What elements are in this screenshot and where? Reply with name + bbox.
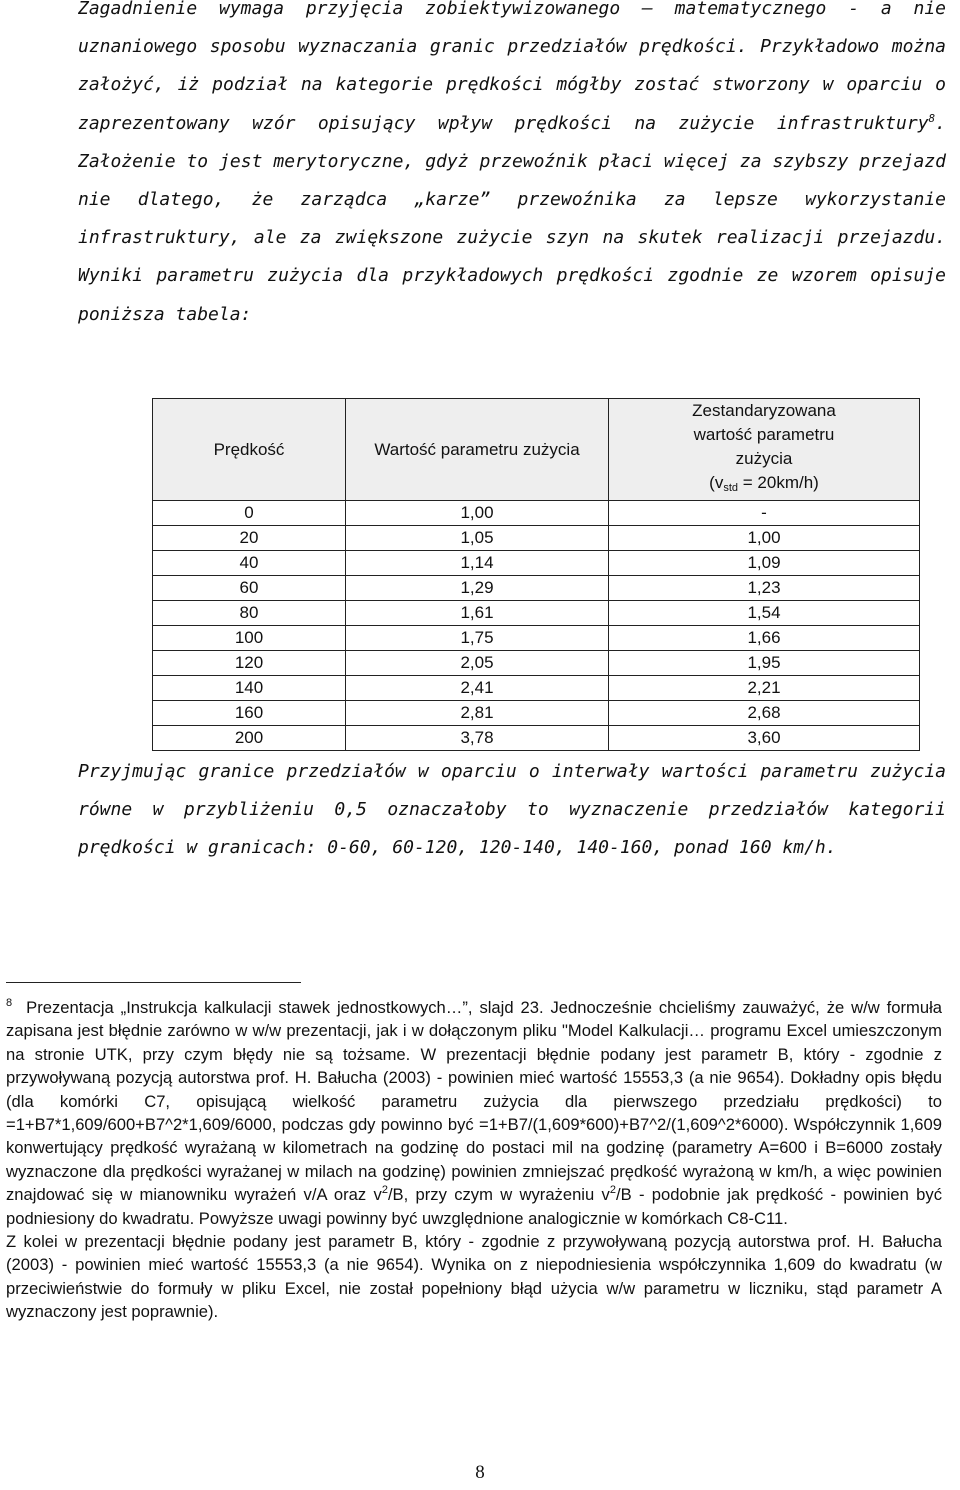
cell-speed: 0 (153, 501, 346, 526)
cell-wear-value: 1,14 (346, 551, 609, 576)
cell-speed: 120 (153, 651, 346, 676)
cell-speed: 140 (153, 676, 346, 701)
paragraph-intro-rest: . Założenie to jest merytoryczne, gdyż przewoźnik płaci więcej za szybszy przejazd nie dlatego, że zarządca „karze” przewoźnika za lepsze wykorzystanie infrastruktury, ale za zwiększone zużycie szyn na skutek realizacji przejazdu. Wyniki parametru zużycia dla przykładowych prędkości zgodnie ze wzorem opisuje poniższa tabela: (78, 112, 946, 325)
wear-parameter-table (152, 398, 920, 751)
footnote-separator (6, 982, 301, 983)
table-row (153, 726, 920, 751)
footnote-superscript-1: 2 (381, 1184, 388, 1197)
cell-standardized-value: 1,09 (609, 551, 920, 576)
page-number: 8 (475, 1462, 485, 1483)
cell-standardized-value: 1,23 (609, 576, 920, 601)
table-row (153, 676, 920, 701)
header-speed: Prędkość (153, 399, 346, 501)
table-row (153, 651, 920, 676)
table-row (153, 551, 920, 576)
cell-standardized-value: 1,66 (609, 626, 920, 651)
footnote-paragraph-2: Z kolei w prezentacji błędnie podany jest parametr B, który - zgodnie z przywoływaną pozycją autorstwa prof. H. Bałucha (2003) - powinien mieć wartość 15553,3 (a nie 9654). Wynika on z niepodniesienia współczynnika 1,609 do kwadratu (w przeciwieństwie do formuły w pliku Excel, nie został popełniony błąd użycia w/w parametru w liczniku, stąd parametr A wyznaczony jest poprawnie). (6, 1232, 942, 1322)
footnote-reference[interactable]: 8 (928, 111, 936, 125)
cell-wear-value: 3,78 (346, 726, 609, 751)
header-std-v: (v (709, 473, 724, 492)
table-row (153, 501, 920, 526)
cell-standardized-value: 1,95 (609, 651, 920, 676)
cell-speed: 20 (153, 526, 346, 551)
cell-speed: 60 (153, 576, 346, 601)
cell-speed: 160 (153, 701, 346, 726)
cell-wear-value: 2,41 (346, 676, 609, 701)
header-std-v-value: = 20km/h) (738, 473, 819, 492)
header-std-subscript: std (723, 482, 739, 494)
paragraph-intro (78, 0, 946, 334)
header-standardized-value (609, 399, 920, 501)
footnote-text-c: /B - podobnie jak prędkość - powinien być podniesiony do kwadratu. Powyższe uwagi powinny być uwzględnione analogicznie w komórkach C8-C11. (6, 1185, 943, 1228)
cell-standardized-value: 3,60 (609, 726, 920, 751)
header-std-line2: wartość parametru (693, 425, 835, 444)
header-std-line1: Zestandaryzowana (692, 401, 836, 420)
cell-speed: 80 (153, 601, 346, 626)
table-row (153, 701, 920, 726)
footnote-text-a: Prezentacja „Instrukcja kalkulacji stawek jednostkowych…”, slajd 23. Jednocześnie chcieliśmy zauważyć, że w/w formuła zapisana jest błędnie zarówno w w/w prezentacji, jak i w dołączonym pliku "Model Kalkulacji… programu Excel umieszczonym na stronie UTK, przy czym błędy nie są tożsame. W prezentacji błędnie podany jest parametr B, który - zgodnie z przywoływaną pozycją autorstwa prof. H. Bałucha (2003) - powinien mieć wartość 15553,3 (a nie 9654). Dokładny opis błędu (dla komórki C7, opisującą wielkość parametru zużycia dla pierwszego przedziału prędkości) to =1+B7*1,609/600+B7^2*1,609/6000, podczas gdy powinno być =1+B7/(1,609*600)+B7^2/(1,609^2*6000). Współczynnik 1,609 konwertujący prędkość wyrażaną w kilometrach na godzinę do postaci mil na godzinę (parametry A=600 i B=6000 zostały wyznaczone dla prędkości wyrażanej w milach na godzinę) powinien zmniejszać prędkość wyrażoną w km/h, a więc powinien znajdować się w mianowniku wyrażeń v/A oraz v (6, 998, 942, 1205)
table-row (153, 576, 920, 601)
header-std-line3: zużycia (735, 449, 793, 468)
cell-standardized-value: 2,68 (609, 701, 920, 726)
header-wear-value: Wartość parametru zużycia (346, 399, 609, 501)
cell-standardized-value: - (609, 501, 920, 526)
cell-wear-value: 1,75 (346, 626, 609, 651)
cell-wear-value: 1,05 (346, 526, 609, 551)
cell-speed: 100 (153, 626, 346, 651)
table-row (153, 526, 920, 551)
header-std-line4 (609, 471, 919, 500)
footnote-text-b: /B, przy czym w wyrażeniu v (387, 1185, 610, 1205)
cell-wear-value: 1,29 (346, 576, 609, 601)
cell-wear-value: 1,61 (346, 601, 609, 626)
cell-speed: 40 (153, 551, 346, 576)
footnote-paragraph-1 (6, 996, 942, 1230)
paragraph-conclusion: Przyjmując granice przedziałów w oparciu o interwały wartości parametru zużycia równe w przybliżeniu 0,5 oznaczałoby to wyznaczenie przedziałów kategorii prędkości w granicach: 0-60, 60-120, 120-140, 140-160, ponad 160 km/h. (78, 761, 946, 859)
paragraph-intro-lead: Zagadnienie wymaga przyjęcia zobiektywizowanego – matematycznego - a nie uznaniowego sposobu wyznaczania granic przedziałów prędkości. Przykładowo można założyć, iż podział na kategorie prędkości mógłby zostać stworzony w oparciu o zaprezentowany wzór opisujący wpływ prędkości na zużycie infrastruktury (78, 0, 946, 134)
table-row (153, 601, 920, 626)
footnote-mark: 8 (6, 997, 13, 1009)
footnote-superscript-2: 2 (609, 1184, 616, 1197)
table-row (153, 626, 920, 651)
cell-standardized-value: 1,54 (609, 601, 920, 626)
cell-wear-value: 2,81 (346, 701, 609, 726)
footnote (6, 996, 942, 1324)
cell-standardized-value: 2,21 (609, 676, 920, 701)
cell-wear-value: 1,00 (346, 501, 609, 526)
table-header-row (153, 399, 920, 501)
cell-wear-value: 2,05 (346, 651, 609, 676)
cell-standardized-value: 1,00 (609, 526, 920, 551)
cell-speed: 200 (153, 726, 346, 751)
